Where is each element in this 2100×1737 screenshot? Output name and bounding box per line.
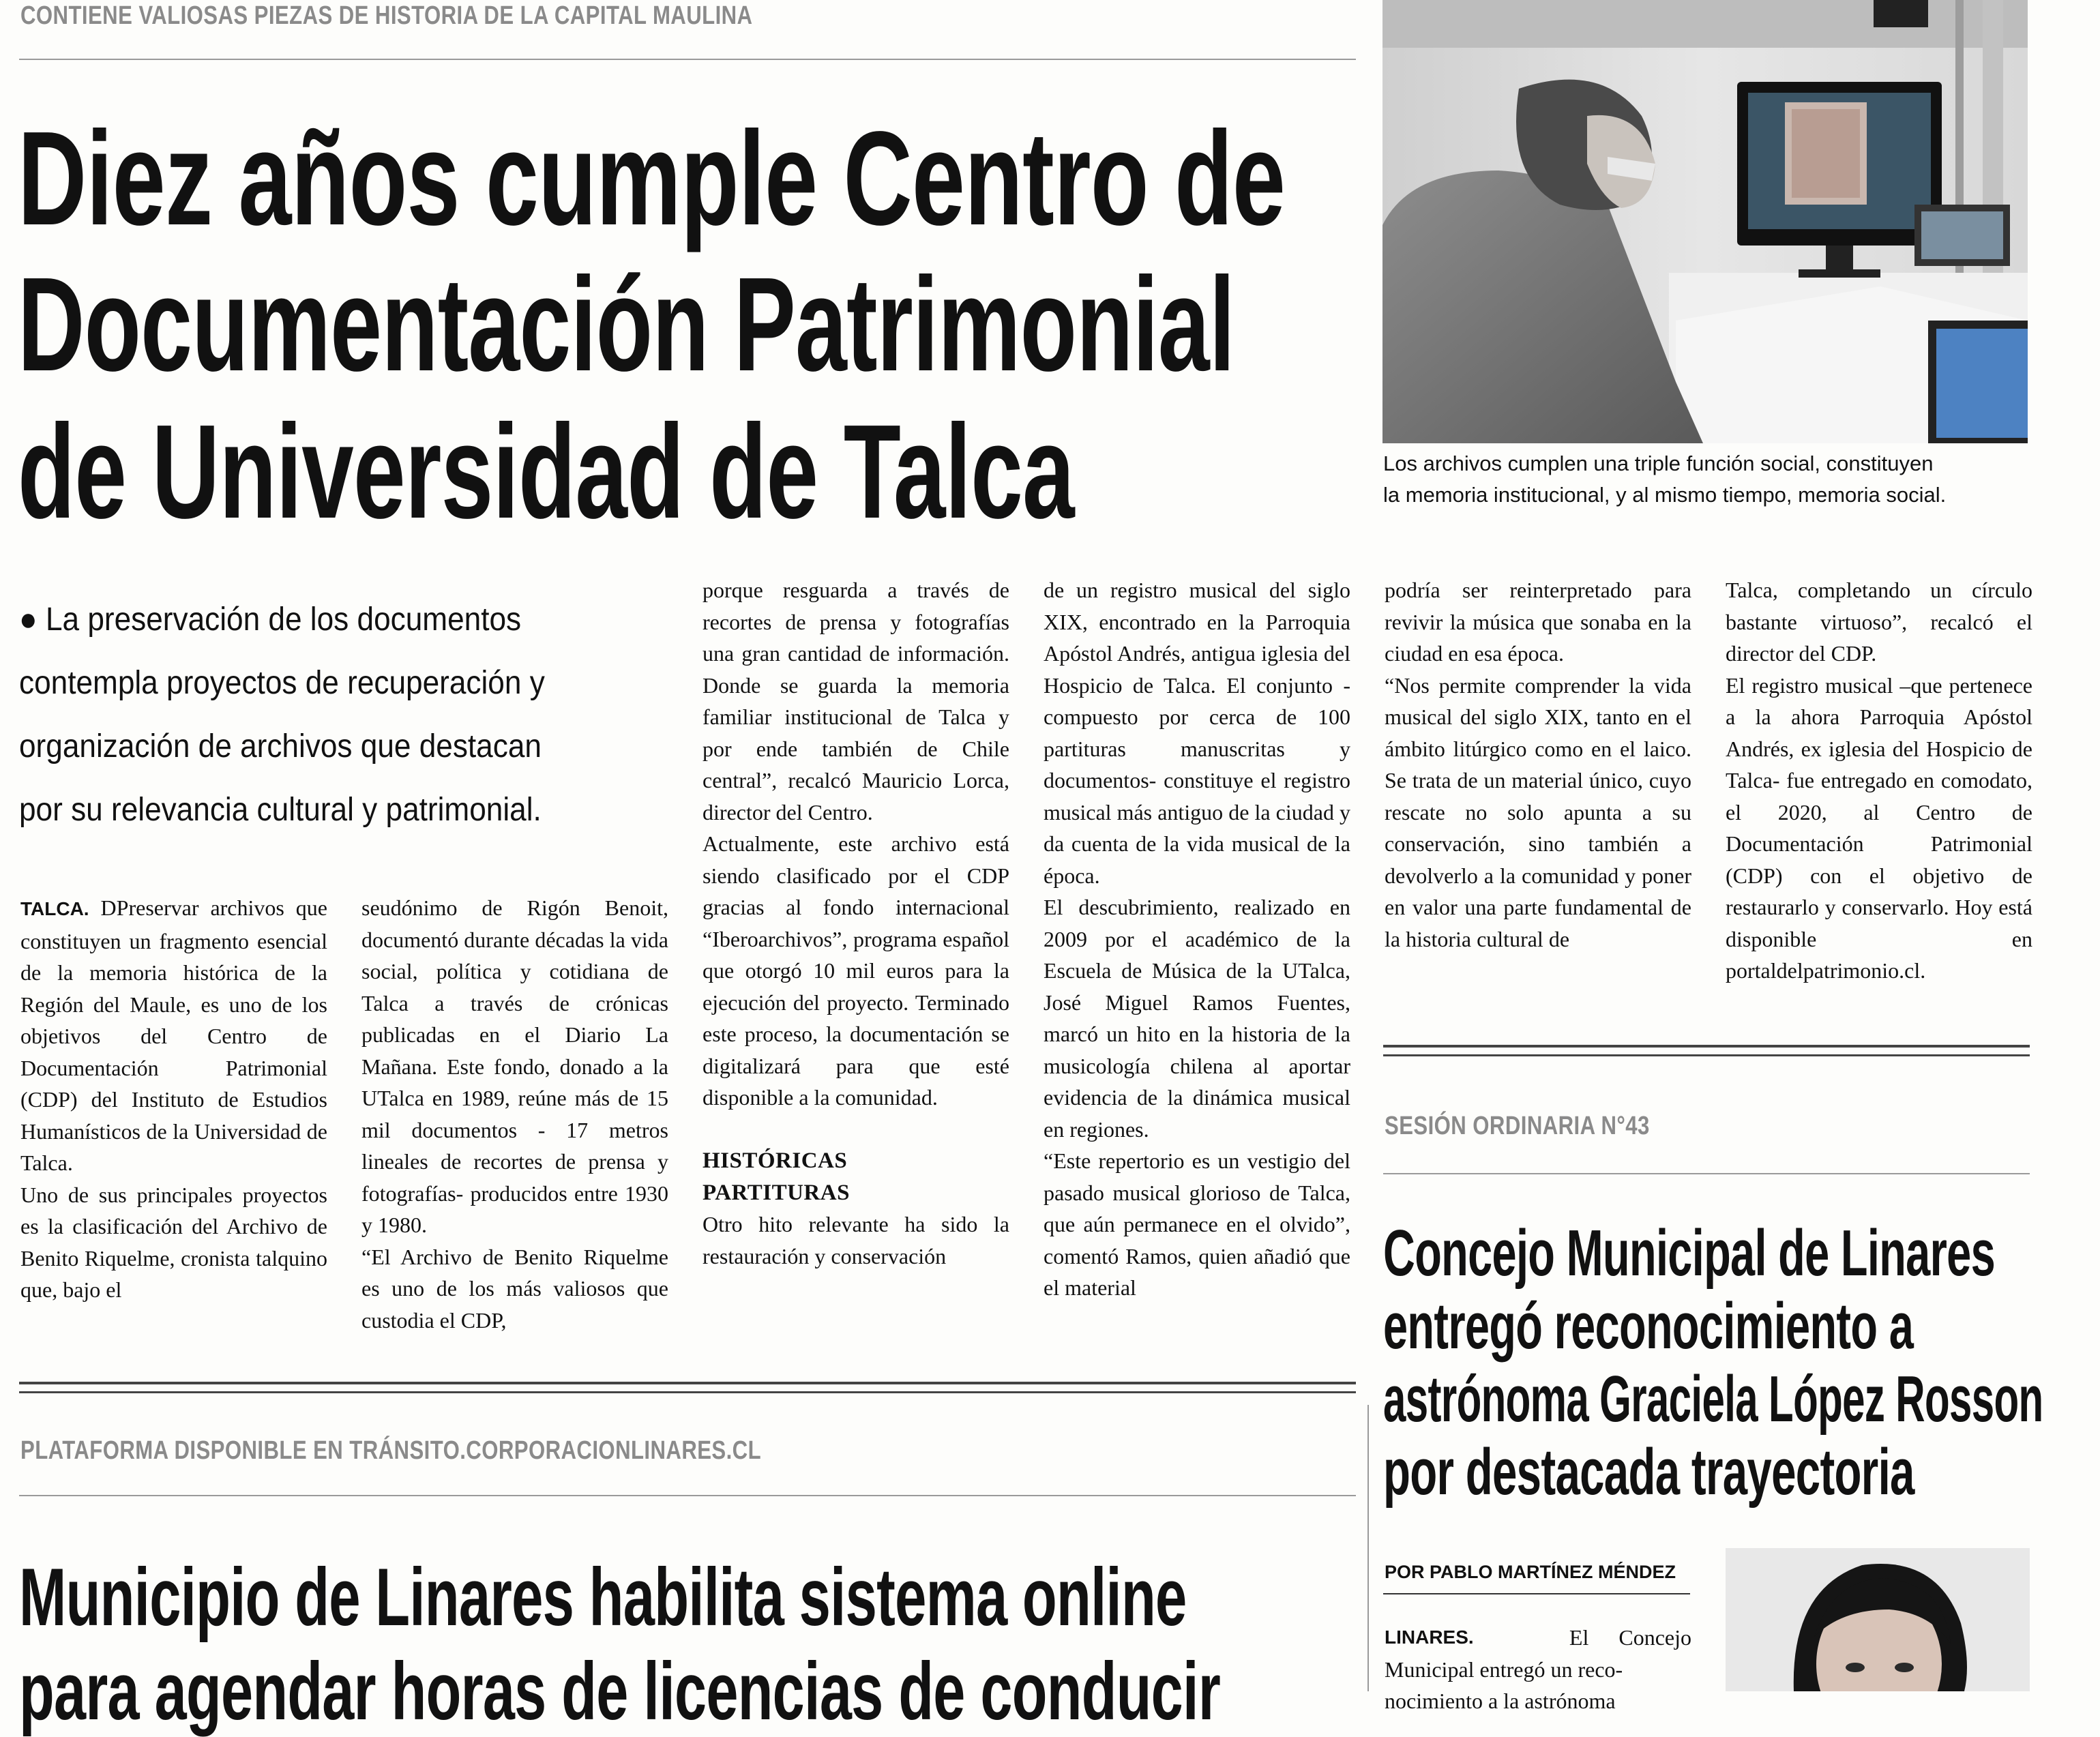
body-paragraph: Actualmente, este archivo está siendo clasificado por el CDP gracias al fondo internacional “Iberoarchivos”, programa español que otorgó 10 mil euros para la ejecución del proyecto. Terminado este proceso, la documentación se digitalizará para que esté disponible a la comunidad.	[703, 831, 1009, 1110]
astronomer-portrait	[1726, 1548, 2030, 1691]
body-paragraph: Uno de sus principales proyectos es la clasificación del Archivo de Benito Riquelme, cronista talquino que, bajo el	[20, 1182, 327, 1302]
article2-kicker-divider	[1383, 1173, 2030, 1174]
paragraph-text: DPreservar archivos que constituyen un fragmento esencial de la memoria histórica de la Región del Maule, es uno de los objetivos del Centro de Documentación Patrimonial (CDP) del Instituto de Estudios Humanísticos de la Universidad de Talca.	[20, 895, 328, 1175]
subhead-line-1: HISTÓRICAS	[703, 1148, 848, 1173]
body-column-6	[1726, 574, 2032, 987]
article2-dateline: LINARES.	[1385, 1627, 1474, 1648]
body-column-5	[1385, 574, 1691, 955]
body-paragraph: “El Archivo de Benito Riquelme es uno de los más valiosos que custodia el CDP,	[361, 1244, 668, 1333]
body-paragraph: “Este repertorio es un vestigio del pasado musical glorioso de Talca, que aún permanece en el olvido”, comentó Ramos, quien añadió que el material	[1044, 1148, 1350, 1300]
article2-headline-line-1: Concejo Municipal de Linares	[1383, 1217, 1995, 1290]
photo-caption-line-2: la memoria institucional, y al mismo tiempo, memoria social.	[1383, 483, 1947, 507]
deck-text: La preservación de los documentos	[45, 602, 522, 638]
spacer	[703, 1114, 1009, 1146]
deck-line-4: por su relevancia cultural y patrimonial.	[19, 792, 542, 828]
body-column-1	[20, 892, 327, 1306]
person-at-computer-illustration	[1382, 0, 2028, 443]
body-paragraph: “Nos permite comprender la vida musical del siglo XIX, tanto en el ámbito litúrgico como en el laico. Se trata de un material único, cuyo rescate no solo apunta a su conservación, sino también a devolverlo a la comunidad y poner en valor una parte fundamental de la historia cultural de	[1385, 672, 1691, 951]
body-paragraph: porque resguarda a través de recortes de prensa y fotografías una gran cantidad de información. Donde se guarda la memoria familiar institucional de Talca y por ende también de Chile central”, recalcó Mauricio Lorca, director del Centro.	[703, 578, 1009, 825]
body-paragraph: Talca, completando un círculo bastante virtuoso”, recalcó el director del CDP.	[1726, 578, 2032, 666]
body-paragraph: El registro musical –que pertenece a la ahora Parroquia Apóstol Andrés, ex iglesia del Hospicio de Talca- fue entregado en comodato, el 2020, al Centro de Documentación Patrimonial (CDP) con el objetivo de restaurarlo y conservarlo. Hoy está disponible en portaldelpatrimonio.cl.	[1726, 672, 2032, 983]
article2-headline-line-4: por destacada trayectoria	[1383, 1436, 1914, 1509]
article-deck	[19, 588, 615, 842]
body-column-3	[703, 574, 1009, 1272]
deck-line-3: organización de archivos que destacan	[19, 728, 542, 764]
article2-headline-line-3: astrónoma Graciela López Rosson	[1383, 1363, 2043, 1436]
deck-line-2: contempla proyectos de recuperación y	[19, 665, 545, 701]
dateline: TALCA.	[20, 898, 89, 919]
article3-headline-line-1: Municipio de Linares habilita sistema online	[19, 1552, 1187, 1643]
body-paragraph: Otro hito relevante ha sido la restauración y conservación	[703, 1212, 1009, 1268]
article3-headline-line-2: para agendar horas de licencias de conducir	[19, 1646, 1221, 1737]
article2-body	[1385, 1622, 1691, 1717]
body-line-text: El Concejo	[1569, 1625, 1691, 1650]
body-paragraph: seudónimo de Rigón Benoit, documentó durante décadas la vida social, política y cotidiana de Talca a través de crónicas publicadas en el Diario La Mañana. Este fondo, donado a la UTalca en 1989, reúne más de 15 mil documentos - 17 metros lineales de recortes de prensa y fotografías- producidos entre 1930 y 1980.	[361, 895, 668, 1237]
headline-line-3: de Universidad de Talca	[18, 397, 1074, 546]
article3-kicker-divider	[19, 1495, 1356, 1496]
portrait-illustration	[1726, 1548, 2030, 1691]
article2-headline-line-2: entregó reconocimiento a	[1383, 1290, 1914, 1363]
kicker-divider	[19, 59, 1356, 60]
section-kicker: CONTIENE VALIOSAS PIEZAS DE HISTORIA DE LA CAPITAL MAULINA	[20, 1, 753, 30]
subhead-line-2: PARTITURAS	[703, 1180, 850, 1205]
body-line: nocimiento a la astrónoma	[1385, 1689, 1616, 1713]
body-paragraph: El descubrimiento, realizado en 2009 por el académico de la Escuela de Música de la UTalca, José Miguel Ramos Fuentes, marcó un hito en la historia de la musicología chilena al aportar evidencia de la dinámica musical en regiones.	[1044, 895, 1350, 1142]
body-paragraph	[20, 892, 327, 1179]
bullet-icon: ●	[19, 602, 46, 638]
article2-kicker: SESIÓN ORDINARIA N°43	[1385, 1112, 1650, 1140]
article-divider-left	[19, 1382, 1356, 1393]
article-divider-right	[1383, 1045, 2030, 1056]
archive-photo	[1382, 0, 2028, 443]
byline-divider	[1383, 1593, 1690, 1594]
body-column-2	[361, 892, 668, 1336]
body-column-4	[1044, 574, 1350, 1304]
byline: POR PABLO MARTÍNEZ MÉNDEZ	[1385, 1562, 1676, 1582]
body-paragraph: de un registro musical del siglo XIX, encontrado en la Parroquia Apóstol Andrés, antigua iglesia del Hospicio de Talca. El conjunto -compuesto por cerca de 100 partituras manuscritas y documentos- constituye el registro musical más antiguo de la ciudad y da cuenta de la vida musical de la época.	[1044, 578, 1350, 888]
body-paragraph: podría ser reinterpretado para revivir la música que sonaba en la ciudad en esa época.	[1385, 578, 1691, 666]
body-line: Municipal entregó un reco-	[1385, 1657, 1623, 1682]
headline-line-2: Documentación Patrimonial	[18, 250, 1235, 399]
vertical-column-rule	[1367, 1405, 1369, 1691]
deck-line-1	[19, 588, 615, 651]
headline-line-1: Diez años cumple Centro de	[18, 104, 1286, 253]
photo-caption-line-1: Los archivos cumplen una triple función social, constituyen	[1383, 451, 1934, 475]
article3-kicker: PLATAFORMA DISPONIBLE EN TRÁNSITO.CORPORACIONLINARES.CL	[20, 1436, 762, 1465]
body-line	[1385, 1622, 1691, 1654]
